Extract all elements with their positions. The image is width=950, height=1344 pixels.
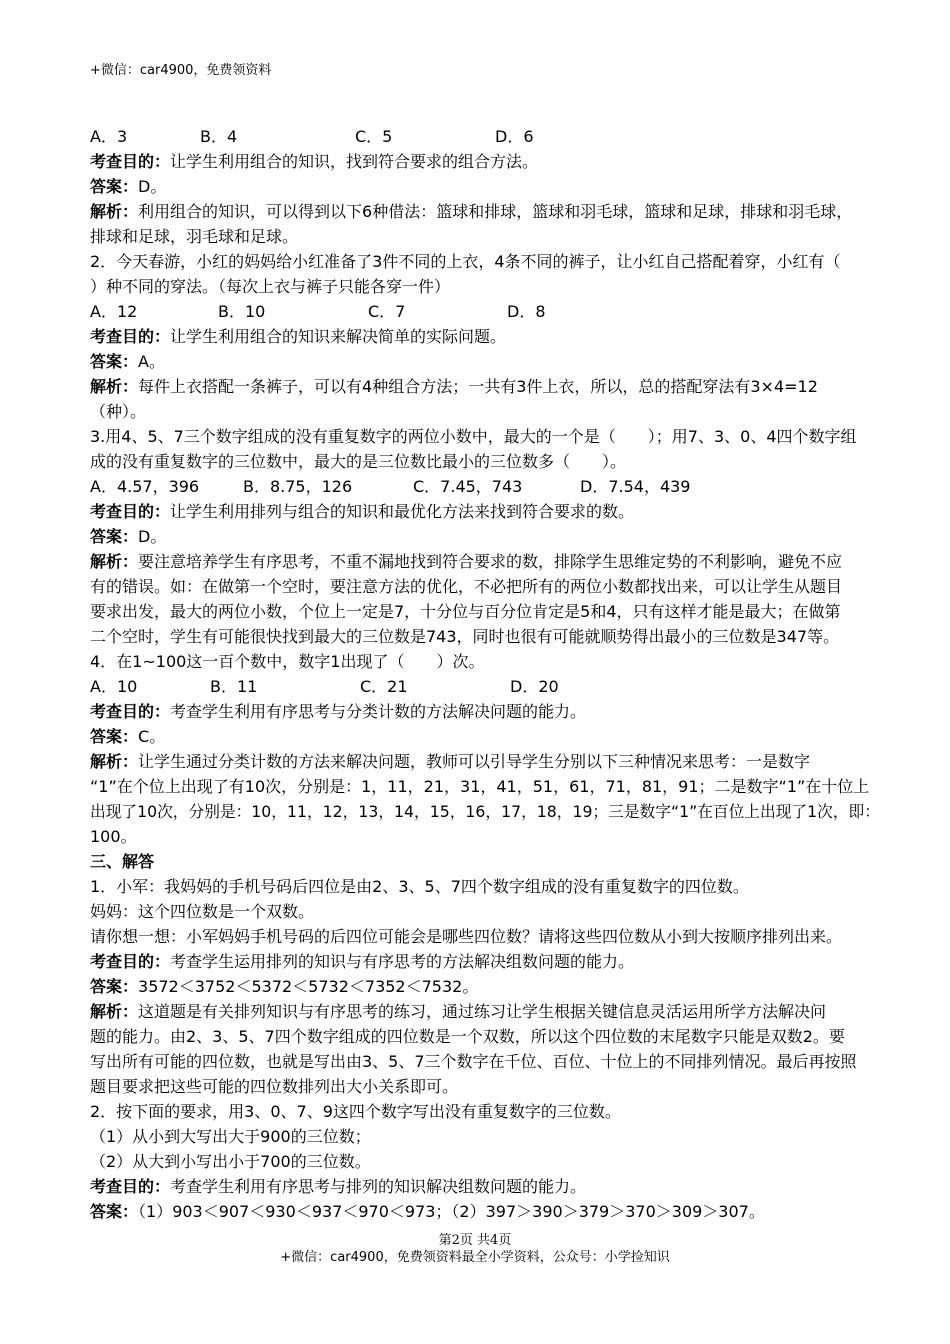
s2-answer-line [90, 1200, 880, 1224]
q3-options [90, 475, 880, 499]
q1-option-b: B．4 [200, 127, 238, 146]
q4-purpose-label: 考查目的： [90, 702, 171, 721]
q4-analysis-line-2: “1”在个位上出现了有10次，分别是：1，11，21，31，41，51，61，71，81，91；二是数字“1”在十位上 [90, 777, 870, 796]
s1-purpose-line [90, 950, 880, 974]
q2-analysis-1: 每件上衣搭配一条裤子，可以有4种组合方法；一共有3件上衣，所以，总的搭配穿法有3×4=12 [138, 377, 818, 396]
q4-option-d: D．20 [510, 677, 559, 696]
q1-option-c: C．5 [355, 127, 393, 146]
q3-purpose: 让学生利用排列与组合的知识和最优化方法来找到符合要求的数。 [170, 502, 635, 521]
q2-options [90, 300, 880, 324]
q4-purpose-line [90, 700, 880, 724]
page-number: 第2页 共4页 [438, 1233, 512, 1248]
header-watermark: +微信：car4900，免费领资料 [90, 63, 272, 78]
q1-analysis-line-2: 排球和足球，羽毛球和足球。 [90, 227, 299, 246]
s1-stem-line-2: 妈妈：这个四位数是一个双数。 [90, 902, 315, 921]
q1-answer-line [90, 175, 880, 199]
q1-option-d: D．6 [495, 127, 534, 146]
s1-answer-label: 答案： [90, 977, 139, 996]
q2-option-d: D．8 [507, 302, 546, 321]
s2-answer-label: 答案： [90, 1202, 139, 1221]
q4-options [90, 675, 880, 699]
q4-analysis-line-3: 出现了10次，分别是：10，11，12，13，14，15，16，17，18，19；三是数字“1”在百位上出现了1次，即： [90, 802, 880, 821]
q4-option-b: B．11 [210, 677, 258, 696]
q4-analysis-line-4: 100。 [90, 827, 137, 846]
q2-analysis-line-1 [90, 375, 880, 399]
q2-purpose: 让学生利用组合的知识来解决简单的实际问题。 [170, 327, 507, 346]
q2-purpose-label: 考查目的： [90, 327, 171, 346]
s2-stem-line-2: （1）从小到大写出大于900的三位数； [90, 1127, 371, 1146]
q4-answer-label: 答案： [90, 727, 139, 746]
q2-option-c: C．7 [368, 302, 406, 321]
q4-analysis-1: 让学生通过分类计数的方法来解决问题，教师可以引导学生分别以下三种情况来思考：一是数字 [138, 752, 811, 771]
q1-answer-label: 答案： [90, 177, 139, 196]
s2-answer: （1）903＜907＜930＜937＜970＜973；（2）397＞390＞379＞370＞309＞307。 [138, 1202, 765, 1221]
q3-answer-label: 答案： [90, 527, 139, 546]
s1-analysis-1: 这道题是有关排列知识与有序思考的练习，通过练习让学生根据关键信息灵活运用所学方法解决问 [138, 1002, 827, 1021]
q3-analysis-line-4: 二个空时，学生有可能很快找到最大的三位数是743，同时也很有可能就顺势得出最小的三位数是347等。 [90, 627, 840, 646]
section-3-title: 三、解答 [90, 852, 155, 871]
q4-analysis-line-1 [90, 750, 880, 774]
q3-answer: D。 [138, 527, 167, 546]
q3-answer-line [90, 525, 880, 549]
q3-purpose-line [90, 500, 880, 524]
q2-option-a: A．12 [90, 302, 138, 321]
s1-purpose-label: 考查目的： [90, 952, 171, 971]
q3-option-b: B．8.75，126 [243, 477, 353, 496]
q3-option-a: A．4.57，396 [90, 477, 200, 496]
s1-stem-line-3: 请你想一想：小军妈妈手机号码的后四位可能会是哪些四位数？请将这些四位数从小到大按顺序排列出来。 [90, 927, 843, 946]
q1-options [90, 125, 880, 149]
q4-option-a: A．10 [90, 677, 138, 696]
s2-stem-line-3: （2）从大到小写出小于700的三位数。 [90, 1152, 371, 1171]
q4-option-c: C．21 [360, 677, 408, 696]
s2-purpose-line [90, 1175, 880, 1199]
q3-analysis-line-3: 要求出发，最大的两位小数，个位上一定是7，十分位与百分位肯定是5和4，只有这样才能是最大；在做第 [90, 602, 841, 621]
s2-purpose: 考查学生利用有序思考与排列的知识解决组数问题的能力。 [170, 1177, 587, 1196]
s1-answer: 3572＜3752＜5372＜5732＜7352＜7532。 [138, 977, 479, 996]
q3-stem-line-1: 3.用4、5、7三个数字组成的没有重复数字的两位小数中，最大的一个是（ ）；用7、3、0、4四个数字组 [90, 427, 857, 446]
s1-analysis-line-3: 写出所有可能的四位数，也就是写出由3、5、7三个数字在千位、百位、十位上的不同排列情况。最后再按照 [90, 1052, 857, 1071]
footer-watermark: +微信：car4900，免费领资料最全小学资料，公众号：小学捡知识 [280, 1250, 670, 1265]
q2-analysis-line-2: （种）。 [90, 402, 147, 421]
q2-option-b: B．10 [218, 302, 266, 321]
q1-option-a: A．3 [90, 127, 128, 146]
q3-option-d: D．7.54，439 [580, 477, 691, 496]
s1-analysis-line-1 [90, 1000, 880, 1024]
q2-answer: A。 [138, 352, 165, 371]
s2-stem-line-1: 2．按下面的要求，用3、0、7、9这四个数字写出没有重复数字的三位数。 [90, 1102, 621, 1121]
q2-analysis-label: 解析： [90, 377, 139, 396]
q2-stem-line-2: ）种不同的穿法。（每次上衣与裤子只能各穿一件） [90, 277, 451, 296]
q4-analysis-label: 解析： [90, 752, 139, 771]
q4-answer-line [90, 725, 880, 749]
q2-stem-line-1: 2．今天春游，小红的妈妈给小红准备了3件不同的上衣，4条不同的裤子，让小红自己搭配着穿，小红有（ [90, 252, 841, 271]
s1-stem-line-1: 1．小军：我妈妈的手机号码后四位是由2、3、5、7四个数字组成的没有重复数字的四位数。 [90, 877, 749, 896]
q3-analysis-1: 要注意培养学生有序思考，不重不漏地找到符合要求的数，排除学生思维定势的不利影响，避免不应 [138, 552, 843, 571]
q1-analysis-label: 解析： [90, 202, 139, 221]
q4-answer: C。 [138, 727, 166, 746]
s1-analysis-line-4: 题目要求把这些可能的四位数排列出大小关系即可。 [90, 1077, 459, 1096]
q1-answer: D。 [138, 177, 167, 196]
q1-analysis-1: 利用组合的知识，可以得到以下6种借法：篮球和排球，篮球和羽毛球，篮球和足球，排球和羽毛球， [138, 202, 853, 221]
s1-purpose: 考查学生运用排列的知识与有序思考的方法解决组数问题的能力。 [170, 952, 635, 971]
q2-answer-line [90, 350, 880, 374]
q2-answer-label: 答案： [90, 352, 139, 371]
q1-purpose-label: 考查目的： [90, 152, 171, 171]
q3-analysis-line-1 [90, 550, 880, 574]
q3-analysis-label: 解析： [90, 552, 139, 571]
q4-stem: 4．在1~100这一百个数中，数字1出现了（ ）次。 [90, 652, 485, 671]
q3-purpose-label: 考查目的： [90, 502, 171, 521]
s1-analysis-label: 解析： [90, 1002, 139, 1021]
q3-option-c: C．7.45，743 [413, 477, 523, 496]
q1-analysis-line-1 [90, 200, 880, 224]
q4-purpose: 考查学生利用有序思考与分类计数的方法解决问题的能力。 [170, 702, 587, 721]
q1-purpose-line [90, 150, 880, 174]
q3-analysis-line-2: 有的错误。如：在做第一个空时，要注意方法的优化，不必把所有的两位小数都找出来，可以让学生从题目 [90, 577, 843, 596]
q3-stem-line-2: 成的没有重复数字的三位数中，最大的是三位数比最小的三位数多（ ）。 [90, 452, 627, 471]
q1-purpose: 让学生利用组合的知识，找到符合要求的组合方法。 [170, 152, 539, 171]
q2-purpose-line [90, 325, 880, 349]
s1-analysis-line-2: 题的能力。由2、3、5、7四个数字组成的四位数是一个双数，所以这个四位数的末尾数字只能是双数2。要 [90, 1027, 845, 1046]
s1-answer-line [90, 975, 880, 999]
s2-purpose-label: 考查目的： [90, 1177, 171, 1196]
